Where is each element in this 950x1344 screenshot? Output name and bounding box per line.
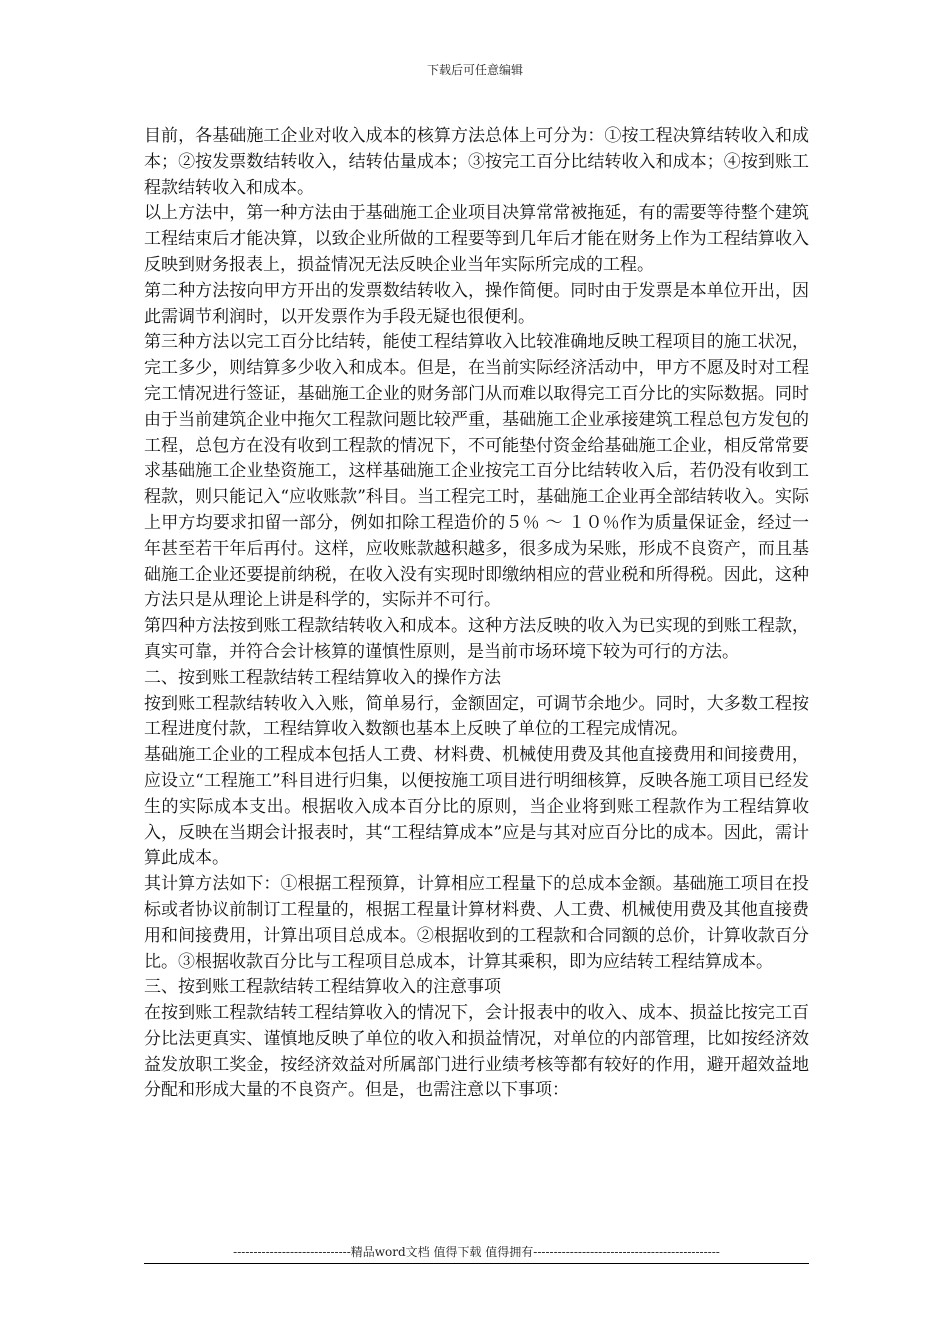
paragraph-method-two: 第二种方法按向甲方开出的发票数结转收入，操作简便。同时由于发票是本单位开出，因此需调节利润时，以开发票作为手段无疑也很便利。 (144, 280, 809, 327)
section-heading-two: 二、按到账工程款结转工程结算收入的操作方法 (144, 667, 501, 688)
document-body (144, 124, 809, 1104)
paragraph-method-one: 以上方法中，第一种方法由于基础施工企业项目决算常常被拖延，有的需要等待整个建筑工程结束后才能决算，以致企业所做的工程要等到几年后才能在财务上作为工程结算收入反映到财务报表上，损益情况无法反映企业当年实际所完成的工程。 (144, 203, 809, 275)
paragraph-intro: 目前，各基础施工企业对收入成本的核算方法总体上可分为：①按工程决算结转收入和成本；②按发票数结转收入，结转估量成本；③按完工百分比结转收入和成本；④按到账工程款结转收入和成本。 (144, 126, 809, 198)
paragraph-method-four: 第四种方法按到账工程款结转收入和成本。这种方法反映的收入为已实现的到账工程款，真实可靠，并符合会计核算的谨慎性原则，是当前市场环境下较为可行的方法。 (144, 616, 809, 662)
paragraph-calculation: 其计算方法如下：①根据工程预算，计算相应工程量下的总成本金额。基础施工项目在投标或者协议前制订工程量的，根据工程量计算材料费、人工费、机械使用费及其他直接费用和间接费用，计算出项目总成本。②根据收到的工程款和合同额的总价，计算收款百分比。③根据收款百分比与工程项目总成本，计算其乘积，即为应结转工程结算成本。 (144, 874, 809, 972)
page-header-note: 下载后可任意编辑 (426, 63, 523, 77)
paragraph-cost-composition: 基础施工企业的工程成本包括人工费、材料费、机械使用费及其他直接费用和间接费用，应设立“工程施工”科目进行归集，以便按施工项目进行明细核算，反映各施工项目已经发生的实际成本支出。根据收入成本百分比的原则，当企业将到账工程款作为工程结算收入，反映在当期会计报表时，其“工程结算成本”应是与其对应百分比的成本。因此，需计算此成本。 (144, 745, 809, 869)
section-heading-three: 三、按到账工程款结转工程结算收入的注意事项 (144, 977, 501, 998)
page-footer-text: -----------------------------精品word文档 值得下载 值得拥有---------------------------------------------- (233, 1245, 720, 1259)
paragraph-notes: 在按到账工程款结转工程结算收入的情况下，会计报表中的收入、成本、损益比按完工百分比法更真实、谨慎地反映了单位的收入和损益情况，对单位的内部管理，比如按经济效益发放职工奖金，按经济效益对所属部门进行业绩考核等都有较好的作用，避开超效益地分配和形成大量的不良资产。但是，也需注意以下事项： (144, 1003, 809, 1101)
paragraph-method-three: 第三种方法以完工百分比结转，能使工程结算收入比较准确地反映工程项目的施工状况，完工多少，则结算多少收入和成本。但是，在当前实际经济活动中，甲方不愿及时对工程完工情况进行签证，基础施工企业的财务部门从而难以取得完工百分比的实际数据。同时由于当前建筑企业中拖欠工程款问题比较严重，基础施工企业承接建筑工程总包方发包的工程，总包方在没有收到工程款的情况下，不可能垫付资金给基础施工企业，相反常常要求基础施工企业垫资施工，这样基础施工企业按完工百分比结转收入后，若仍没有收到工程款，则只能记入“应收账款”科目。当工程完工时，基础施工企业再全部结转收入。实际上甲方均要求扣留一部分，例如扣除工程造价的５％ ～ １０％作为质量保证金，经过一年甚至若干年后再付。这样，应收账款越积越多，很多成为呆账，形成不良资产，而且基础施工企业还要提前纳税，在收入没有实现时即缴纳相应的营业税和所得税。因此，这种方法只是从理论上讲是科学的，实际并不可行。 (144, 332, 809, 611)
paragraph-operation: 按到账工程款结转收入入账，简单易行，金额固定，可调节余地少。同时，大多数工程按工程进度付款，工程结算收入数额也基本上反映了单位的工程完成情况。 (144, 693, 809, 740)
footer-divider (144, 1263, 809, 1264)
